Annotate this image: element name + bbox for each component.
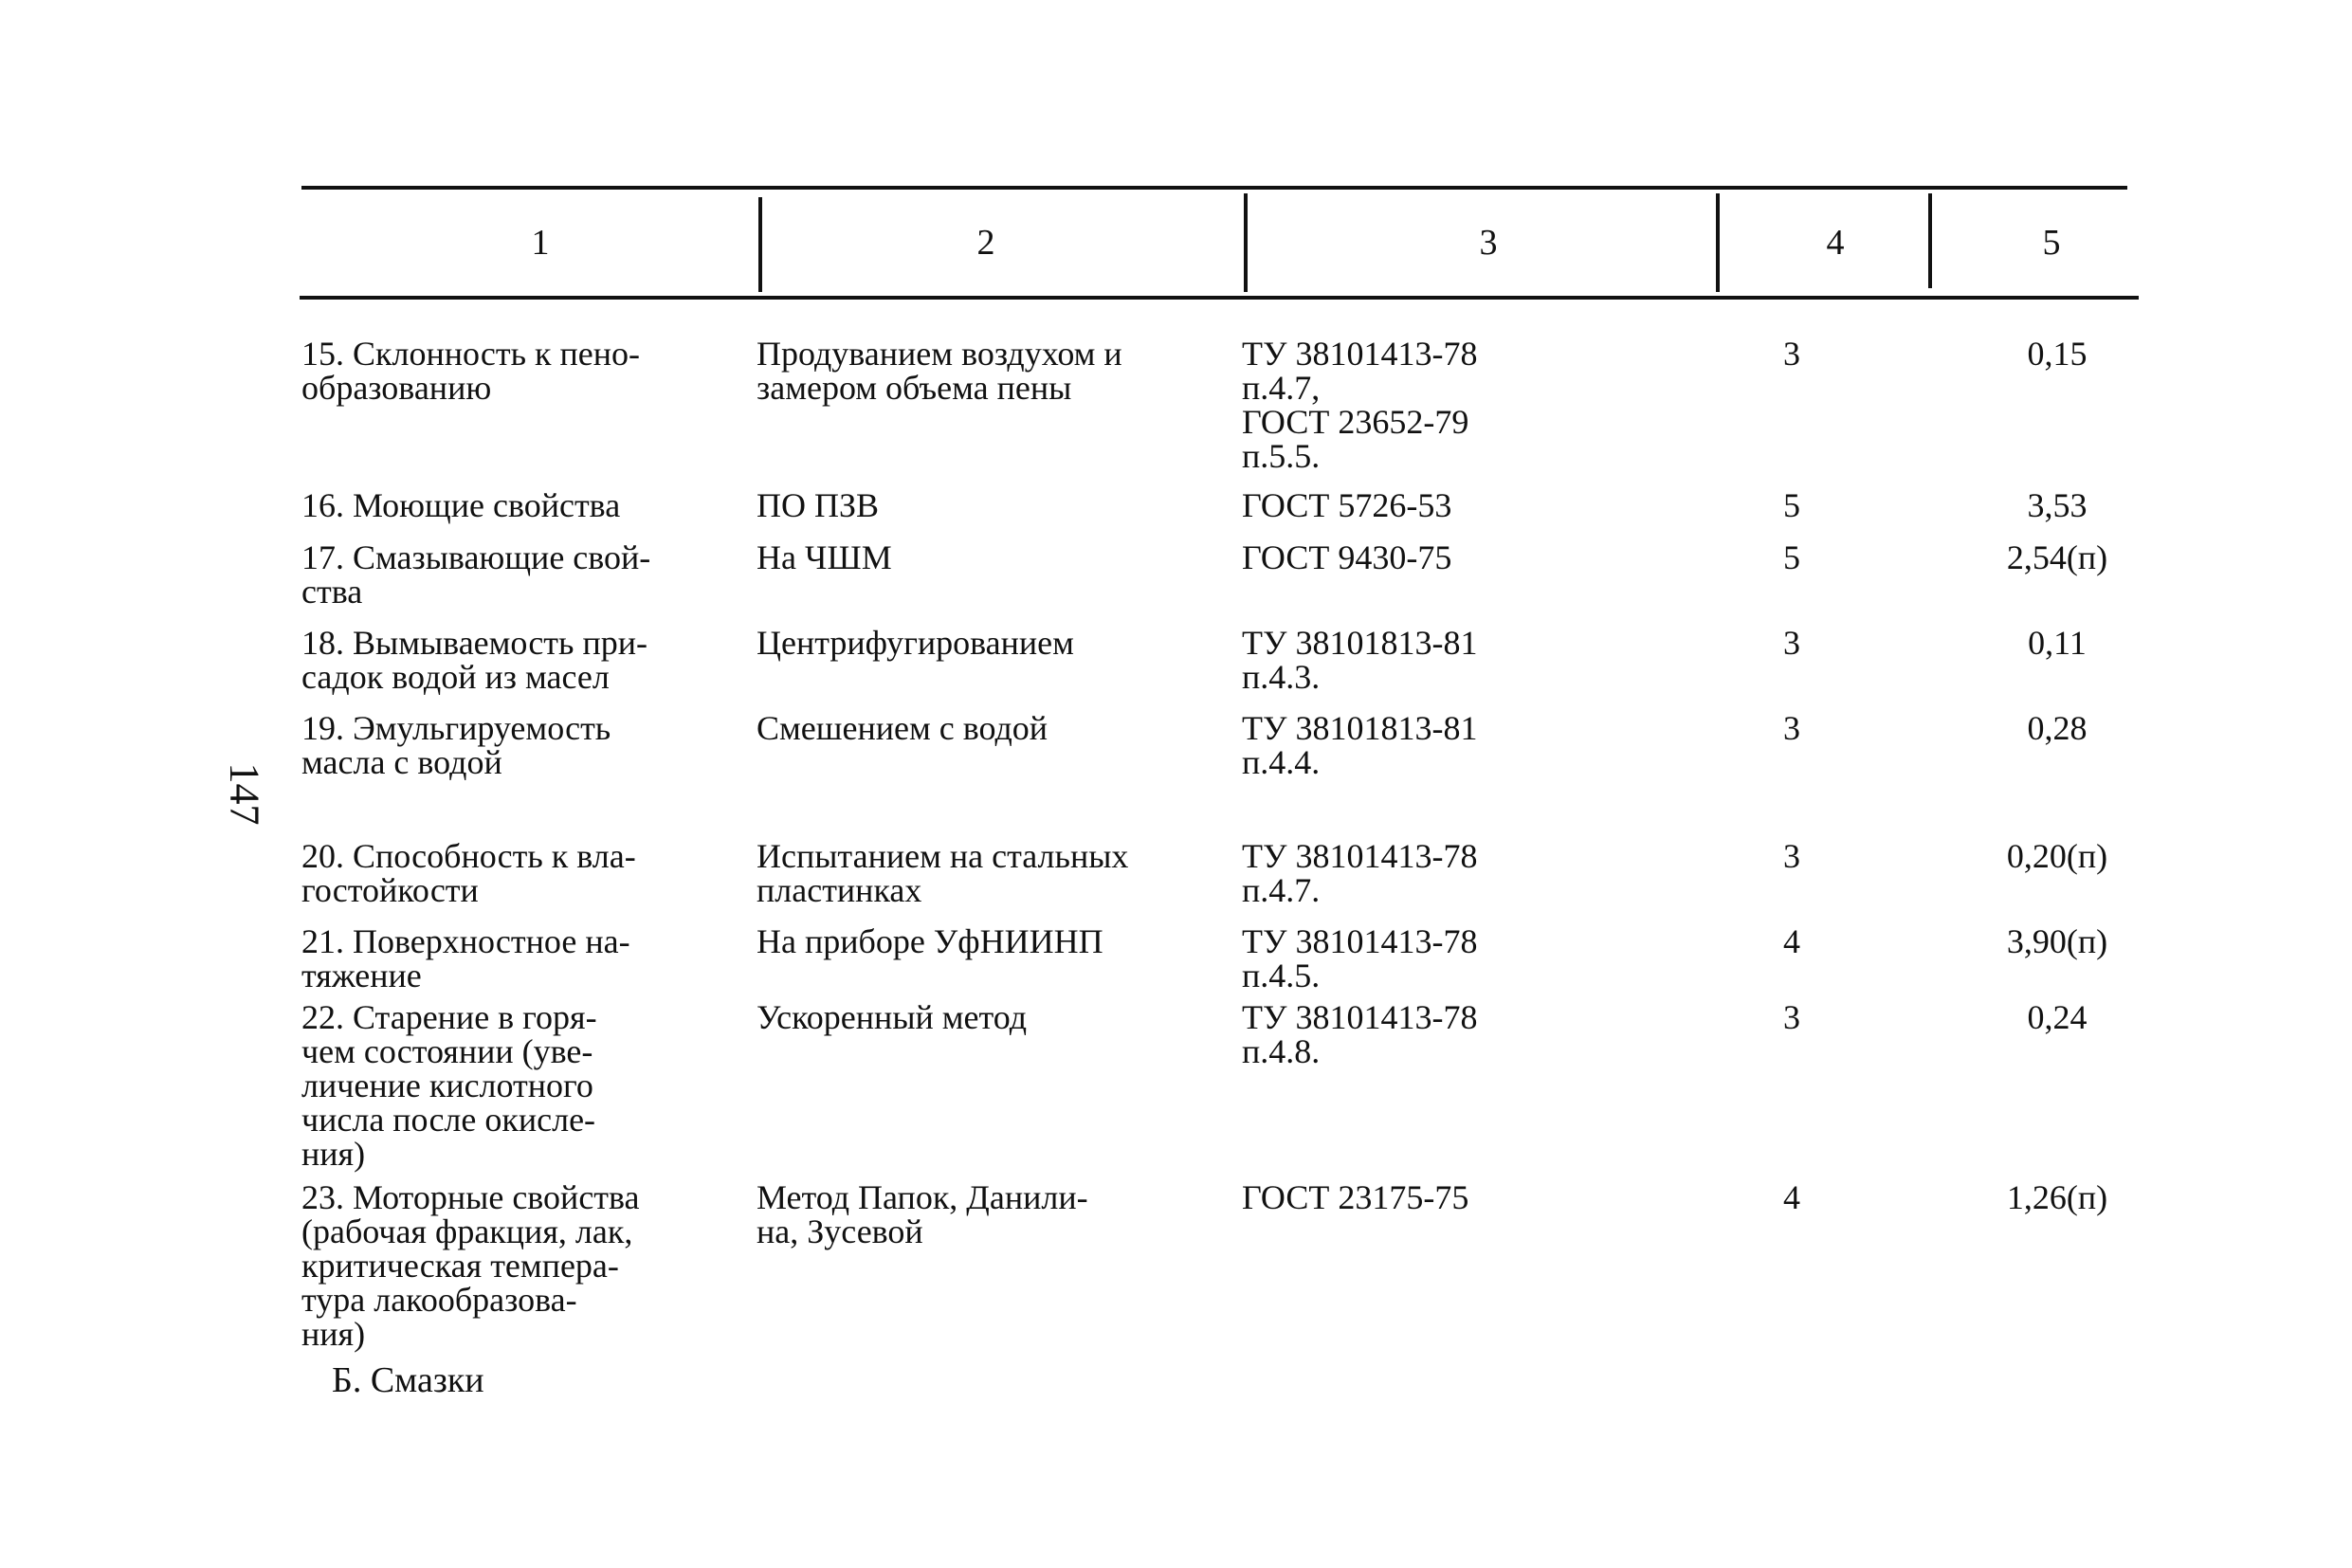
header-col-2: 2	[976, 223, 995, 263]
table-top-rule	[301, 186, 2127, 190]
header-divider-1	[758, 197, 762, 292]
table-row-23-property: 23. Моторные свойства (рабочая фракция, лак, критическая темпера- тура лакообразова- ния)	[301, 1178, 640, 1353]
table-row-17-property: 17. Смазывающие свой- ства	[301, 538, 651, 611]
table-row-21-standard: ТУ 38101413-78 п.4.5.	[1242, 922, 1478, 994]
table-row-22-col5: 0,24	[2027, 998, 2088, 1036]
table-row-18-col4: 3	[1783, 624, 1800, 662]
header-divider-2	[1244, 193, 1248, 292]
header-col-3: 3	[1479, 223, 1498, 263]
table-row-22-standard: ТУ 38101413-78 п.4.8.	[1242, 998, 1478, 1070]
table-row-23-method: Метод Папок, Данили- на, Зусевой	[757, 1178, 1088, 1250]
table-row-23-standard: ГОСТ 23175-75	[1242, 1178, 1469, 1216]
table-row-15-col4: 3	[1783, 335, 1800, 373]
header-divider-4	[1928, 193, 1932, 288]
table-row-20-standard: ТУ 38101413-78 п.4.7.	[1242, 837, 1478, 909]
header-bottom-rule	[300, 296, 2139, 300]
table-row-22-method: Ускоренный метод	[757, 998, 1028, 1036]
table-row-21-col4: 4	[1783, 922, 1800, 960]
table-row-15-standard: ТУ 38101413-78 п.4.7, ГОСТ 23652-79 п.5.5.	[1242, 335, 1478, 475]
table-row-22-property: 22. Старение в горя- чем состоянии (уве- личение кислотного числа после окисле- ния)	[301, 998, 597, 1173]
table-row-21-method: На приборе УфНИИНП	[757, 922, 1103, 960]
table-row-19-method: Смешением с водой	[757, 709, 1048, 747]
table-row-15-method: Продуванием воздухом и замером объема пены	[757, 335, 1122, 407]
table-row-19-col4: 3	[1783, 709, 1800, 747]
table-row-22-col4: 3	[1783, 998, 1800, 1036]
table-row-18-method: Центрифугированием	[757, 624, 1074, 662]
table-row-15-col5: 0,15	[2027, 335, 2088, 373]
header-col-4: 4	[1826, 223, 1845, 263]
page-number: 147	[221, 762, 268, 826]
table-row-20-method: Испытанием на стальных пластинках	[757, 837, 1129, 909]
header-col-5: 5	[2042, 223, 2061, 263]
table-row-16-method: ПО ПЗВ	[757, 486, 880, 524]
table-row-18-col5: 0,11	[2028, 624, 2087, 662]
table-row-16-property: 16. Моющие свойства	[301, 486, 621, 524]
table-row-17-standard: ГОСТ 9430-75	[1242, 538, 1452, 576]
table-row-19-property: 19. Эмульгируемость масла с водой	[301, 709, 611, 781]
table-row-20-col5: 0,20(п)	[2006, 837, 2108, 875]
table-row-17-col5: 2,54(п)	[2006, 538, 2108, 576]
table-row-16-col5: 3,53	[2027, 486, 2088, 524]
table-row-20-property: 20. Способность к вла- гостойкости	[301, 837, 636, 909]
table-row-16-col4: 5	[1783, 486, 1800, 524]
table-row-21-col5: 3,90(п)	[2006, 922, 2108, 960]
table-row-17-col4: 5	[1783, 538, 1800, 576]
table-row-16-standard: ГОСТ 5726-53	[1242, 486, 1452, 524]
table-row-19-standard: ТУ 38101813-81 п.4.4.	[1242, 709, 1478, 781]
table-row-18-standard: ТУ 38101813-81 п.4.3.	[1242, 624, 1478, 696]
table-row-23-col4: 4	[1783, 1178, 1800, 1216]
table-row-18-property: 18. Вымываемость при- садок водой из масел	[301, 624, 647, 696]
header-divider-3	[1716, 193, 1720, 292]
section-label: Б. Смазки	[332, 1360, 484, 1400]
table-row-19-col5: 0,28	[2027, 709, 2088, 747]
header-col-1: 1	[531, 223, 550, 263]
table-row-15-property: 15. Склонность к пено- образованию	[301, 335, 641, 407]
table-row-17-method: На ЧШМ	[757, 538, 892, 576]
table-row-23-col5: 1,26(п)	[2006, 1178, 2108, 1216]
table-row-21-property: 21. Поверхностное на- тяжение	[301, 922, 630, 994]
table-row-20-col4: 3	[1783, 837, 1800, 875]
